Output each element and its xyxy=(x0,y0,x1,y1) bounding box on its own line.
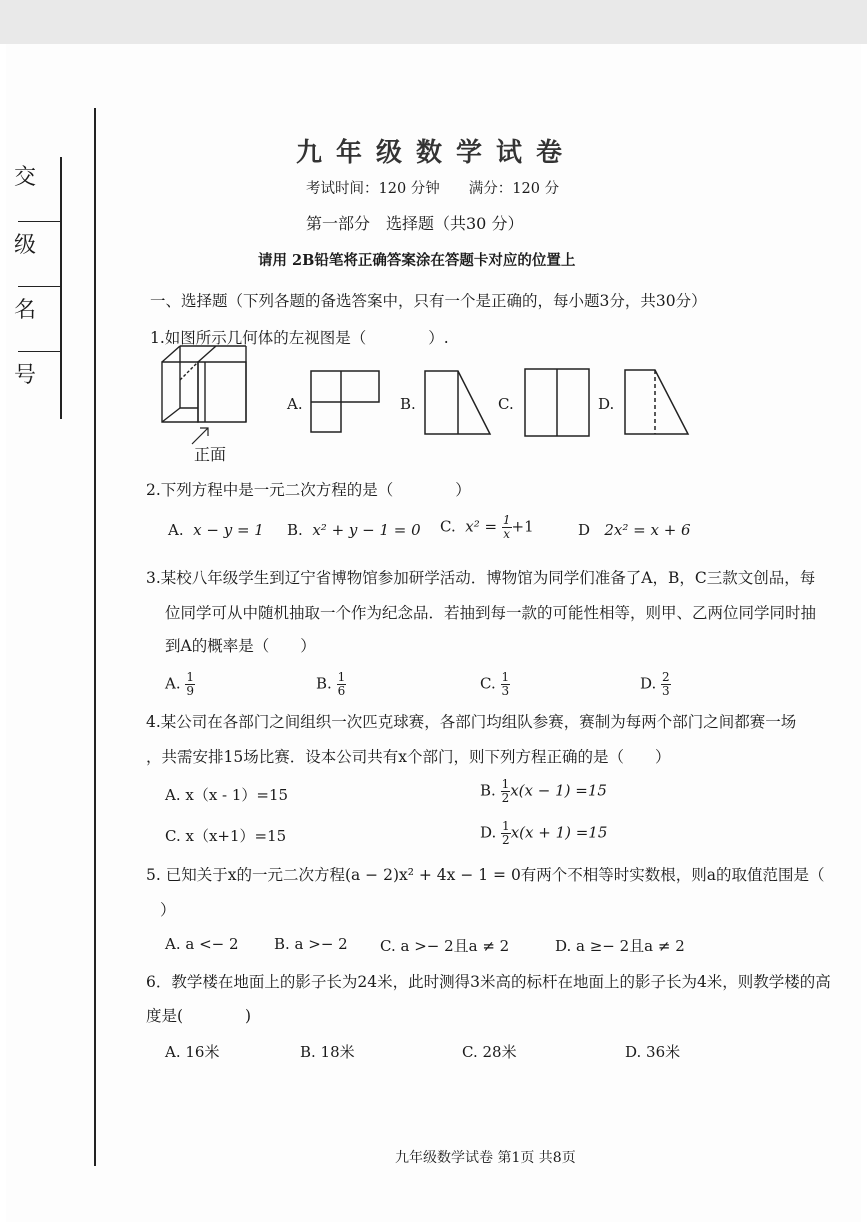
q5-option-a: A. a <− 2 xyxy=(165,935,239,953)
q2-option-c: C. x² = $\frac{1}{x}$ +1 xyxy=(440,513,534,541)
section-title: 一、选择题（下列各题的备选答案中，只有一个是正确的，每小题3分，共30分） xyxy=(150,292,707,310)
q3-option-c: C. $\frac{1}{3}$ xyxy=(480,670,510,698)
q1-option-d: D. xyxy=(598,395,615,413)
q1-figures xyxy=(0,0,867,470)
page-footer: 九年级数学试卷 第1页 共8页 xyxy=(395,1150,576,1166)
school-label: 交 xyxy=(14,165,37,190)
instruction: 请用 2B铅笔将正确答案涂在答题卡对应的位置上 xyxy=(258,252,576,269)
option-a-figure xyxy=(311,371,379,432)
q1-option-b: B. xyxy=(400,395,416,413)
q1-option-c: C. xyxy=(498,395,514,413)
q3-option-a: A. $\frac{1}{9}$ xyxy=(165,670,195,698)
q2-option-d: D 2x² = x + 6 xyxy=(578,521,691,539)
number-label: 号 xyxy=(14,363,37,388)
option-d-figure xyxy=(625,370,688,434)
q5-option-b: B. a >− 2 xyxy=(274,935,348,953)
q1-option-a: A. xyxy=(287,395,303,413)
q3-option-d: D. $\frac{2}{3}$ xyxy=(640,670,670,698)
option-c-figure xyxy=(525,369,589,436)
q6-option-a: A. 16米 xyxy=(165,1043,220,1061)
q5-line-1: 5. 已知关于x的一元二次方程(a − 2)x² + 4x − 1 = 0有两个不相等时实数根，则a的取值范围是（ xyxy=(146,866,825,884)
q5-line-2: ） xyxy=(160,901,176,919)
q6-option-c: C. 28米 xyxy=(462,1043,517,1061)
q1-stem: 1.如图所示几何体的左视图是（ ）. xyxy=(150,329,449,347)
option-b-figure xyxy=(425,371,490,434)
front-label: 正面 xyxy=(194,445,227,464)
class-label: 级 xyxy=(14,233,37,258)
q3-line-2: 位同学可从中随机抽取一个作为纪念品．若抽到每一款的可能性相等，则甲、乙两位同学同时抽 xyxy=(165,604,817,622)
geometric-solid xyxy=(162,346,246,422)
q4-option-b: B. $\frac{1}{2}$ x(x − 1) =15 xyxy=(480,777,607,805)
q6-line-1: 6．教学楼在地面上的影子长为24米，此时测得3米高的标杆在地面上的影子长为4米，则教学楼的高 xyxy=(146,973,831,991)
part-title: 第一部分 选择题（共30 分） xyxy=(306,214,524,233)
q6-option-d: D. 36米 xyxy=(625,1043,681,1061)
q4-option-c: C. x（x+1）=15 xyxy=(165,827,287,845)
name-label: 名 xyxy=(14,298,37,323)
exam-title: 九年级数学试卷 xyxy=(296,138,577,168)
q5-option-d: D. a ≥− 2且a ≠ 2 xyxy=(555,937,685,955)
q2-option-a: A. x − y = 1 xyxy=(168,521,264,539)
q4-line-1: 4.某公司在各部门之间组织一次匹克球赛，各部门均组队参赛，赛制为每两个部门之间都赛一场 xyxy=(146,713,797,731)
q2-option-b: B. x² + y − 1 = 0 xyxy=(287,521,421,539)
q4-option-a: A. x（x - 1）=15 xyxy=(165,786,289,804)
q3-option-b: B. $\frac{1}{6}$ xyxy=(316,670,346,698)
time-info: 考试时间：120 分钟 满分：120 分 xyxy=(306,181,560,197)
q6-option-b: B. 18米 xyxy=(300,1043,355,1061)
q6-line-2: 度是( ) xyxy=(146,1007,252,1025)
q4-option-d: D. $\frac{1}{2}$ x(x + 1) =15 xyxy=(480,819,608,847)
q2-stem: 2.下列方程中是一元二次方程的是（ ） xyxy=(146,481,471,499)
q4-line-2: ，共需安排15场比赛．设本公司共有x个部门，则下列方程正确的是（ ） xyxy=(146,748,671,766)
q3-line-3: 到A的概率是（ ） xyxy=(165,637,316,655)
q5-option-c: C. a >− 2且a ≠ 2 xyxy=(380,937,510,955)
q3-line-1: 3.某校八年级学生到辽宁省博物馆参加研学活动．博物馆为同学们准备了A，B，C三款文创品，每 xyxy=(146,569,816,587)
